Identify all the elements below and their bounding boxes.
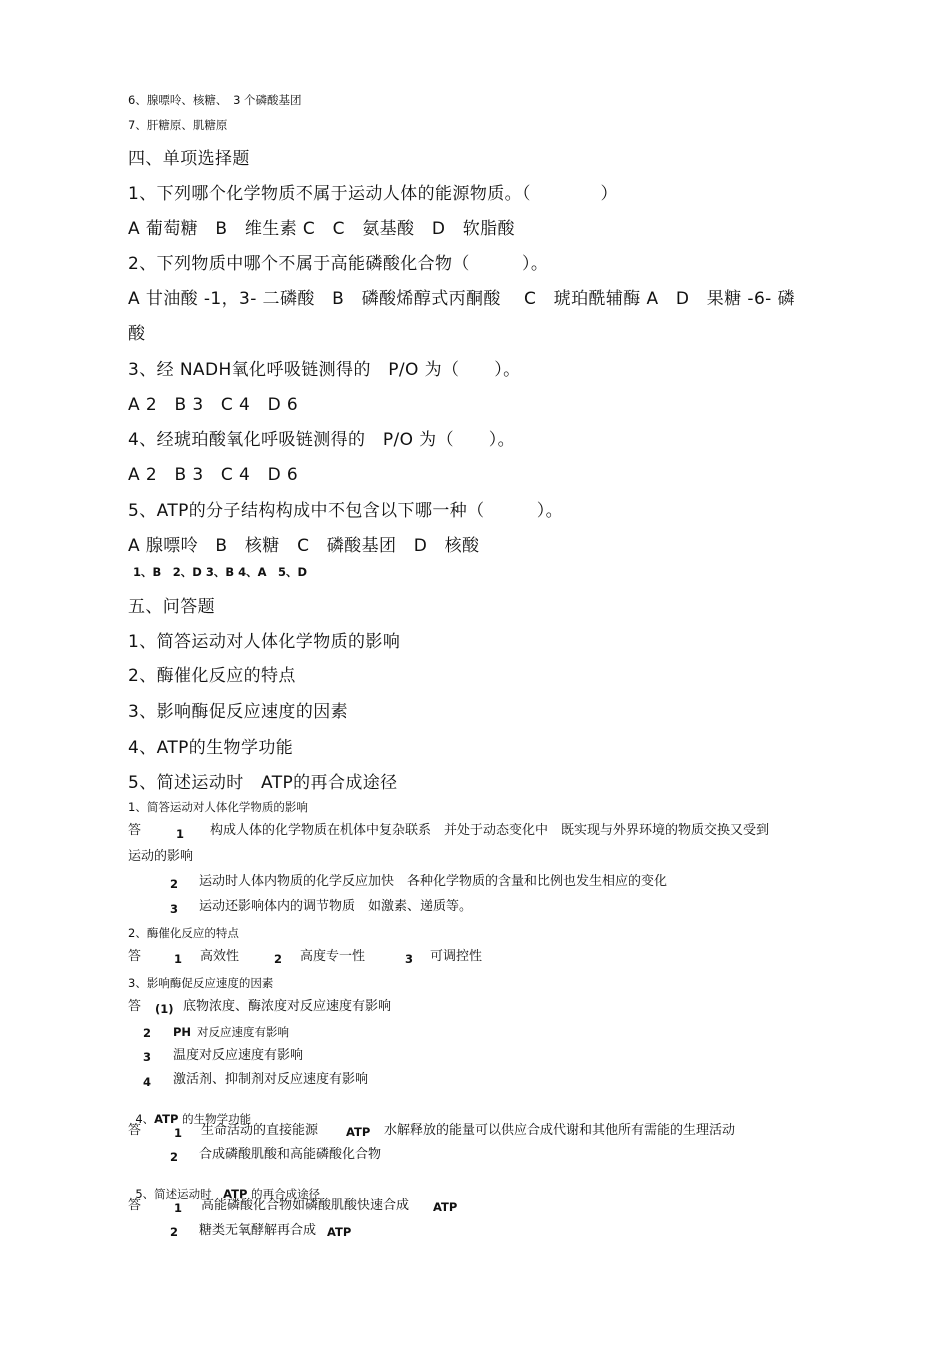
answer-5-point-2-atp: ATP — [327, 1225, 352, 1239]
qa-question-2: 2、酶催化反应的特点 — [128, 666, 296, 686]
answer-3-label: 答 — [128, 999, 142, 1014]
answer-4-point-1-rest: 水解释放的能量可以供应合成代谢和其他所有需能的生理活动 — [384, 1123, 736, 1138]
answer-2-label: 答 — [128, 949, 142, 964]
question-3-options: A 2 B 3 C 4 D 6 — [128, 395, 299, 415]
question-1-options: A 葡萄糖 B 维生素 C C 氨基酸 D 软脂酸 — [128, 219, 515, 239]
answer-4-num-2: 2 — [170, 1150, 179, 1164]
answer-4-point-1-atp: ATP — [346, 1125, 371, 1139]
answer-2-num-1: 1 — [174, 952, 183, 966]
answer-3-heading: 3、影响酶促反应速度的因素 — [128, 976, 274, 990]
question-2-options: A 甘油酸 -1，3- 二磷酸 B 磷酸烯醇式丙酮酸 C 琥珀酰辅酶 A D 果糖 -6- 磷 — [128, 289, 795, 309]
answer-1-heading: 1、简答运动对人体化学物质的影响 — [128, 800, 308, 814]
answer-3-num-4: 4 — [143, 1075, 152, 1089]
answer-4-label: 答 — [128, 1123, 142, 1138]
answer-1-num-1: 1 — [176, 827, 185, 841]
qa-question-5: 5、简述运动时 ATP的再合成途径 — [128, 773, 398, 793]
question-1: 1、下列哪个化学物质不属于运动人体的能源物质。（ ） — [128, 184, 618, 204]
question-5: 5、ATP的分子结构构成中不包含以下哪一种（ ）。 — [128, 501, 564, 521]
answer-4-heading — [128, 1102, 251, 1125]
answer-line-7: 7、肝糖原、肌糖原 — [128, 118, 228, 132]
answer-4-num-1: 1 — [174, 1126, 183, 1140]
section-title-qa: 五、问答题 — [128, 597, 215, 617]
answer-5-heading — [128, 1177, 320, 1200]
answer-3-num-2: 2 — [143, 1026, 152, 1040]
answer-5-point-1: 高能磷酸化合物如磷酸肌酸快速合成 — [201, 1198, 410, 1213]
answer-5-label: 答 — [128, 1198, 142, 1213]
answer-1-num-3: 3 — [170, 902, 179, 916]
question-2: 2、下列物质中哪个不属于高能磷酸化合物（ ）。 — [128, 254, 549, 274]
answer-3-point-1: 底物浓度、酶浓度对反应速度有影响 — [183, 999, 392, 1014]
qa-question-4: 4、ATP的生物学功能 — [128, 738, 294, 758]
answer-5-heading-atp: ATP — [223, 1186, 248, 1201]
question-4-options: A 2 B 3 C 4 D 6 — [128, 465, 299, 485]
answer-3-point-4: 激活剂、抑制剂对反应速度有影响 — [173, 1072, 369, 1087]
answer-5-point-2: 糖类无氧酵解再合成 — [199, 1223, 317, 1238]
answer-line-6: 6、腺嘌呤、核糖、 3 个磷酸基团 — [128, 93, 302, 107]
answer-3-ph: PH — [173, 1025, 192, 1039]
answer-3-num-1: (1) — [155, 1002, 174, 1016]
answer-1-num-2: 2 — [170, 877, 179, 891]
answer-5-num-2: 2 — [170, 1225, 179, 1239]
answer-2-num-3: 3 — [405, 952, 414, 966]
question-4: 4、经琥珀酸氧化呼吸链测得的 P/O 为（ ）。 — [128, 430, 516, 450]
question-5-options: A 腺嘌呤 B 核糖 C 磷酸基团 D 核酸 — [128, 536, 480, 556]
answer-1-point-1-cont: 运动的影响 — [128, 849, 194, 864]
answer-3-point-2: 对反应速度有影响 — [197, 1025, 289, 1039]
answer-1-point-3: 运动还影响体内的调节物质 如激素、递质等。 — [199, 899, 473, 914]
answer-5-heading-rest: 的再合成途径 — [251, 1186, 321, 1201]
qa-question-3: 3、影响酶促反应速度的因素 — [128, 702, 349, 722]
question-2-options-cont: 酸 — [128, 324, 146, 344]
answer-4-point-1: 生命活动的直接能源 — [201, 1123, 319, 1138]
answer-4-point-2: 合成磷酸肌酸和高能磷酸化合物 — [199, 1147, 382, 1162]
answer-5-heading-text: 5、简述运动时 — [135, 1186, 212, 1201]
answer-5-num-1: 1 — [174, 1201, 183, 1215]
answer-1-point-2: 运动时人体内物质的化学反应加快 各种化学物质的含量和比例也发生相应的变化 — [199, 874, 668, 889]
answer-2-num-2: 2 — [274, 952, 283, 966]
answer-2-point-3: 可调控性 — [430, 949, 483, 964]
answer-3-num-3: 3 — [143, 1050, 152, 1064]
answer-1-point-1: 构成人体的化学物质在机体中复杂联系 并处于动态变化中 既实现与外界环境的物质交换又受到 — [210, 823, 770, 838]
answer-2-point-2: 高度专一性 — [300, 949, 366, 964]
answer-4-heading-num: 4、 — [135, 1111, 155, 1126]
answer-5-point-1-atp: ATP — [433, 1200, 458, 1214]
qa-question-1: 1、简答运动对人体化学物质的影响 — [128, 632, 401, 652]
answer-2-heading: 2、酶催化反应的特点 — [128, 926, 239, 940]
answer-3-point-3: 温度对反应速度有影响 — [173, 1048, 304, 1063]
section-title-single-choice: 四、单项选择题 — [128, 149, 250, 169]
answer-4-heading-text: 的生物学功能 — [182, 1111, 252, 1126]
answer-1-label: 答 — [128, 823, 142, 838]
answer-2-point-1: 高效性 — [200, 949, 240, 964]
answer-key: 1、B 2、D 3、B 4、A 5、D — [133, 565, 308, 579]
question-3: 3、经 NADH氧化呼吸链测得的 P/O 为（ ）。 — [128, 360, 521, 380]
answer-4-heading-atp: ATP — [154, 1111, 179, 1126]
